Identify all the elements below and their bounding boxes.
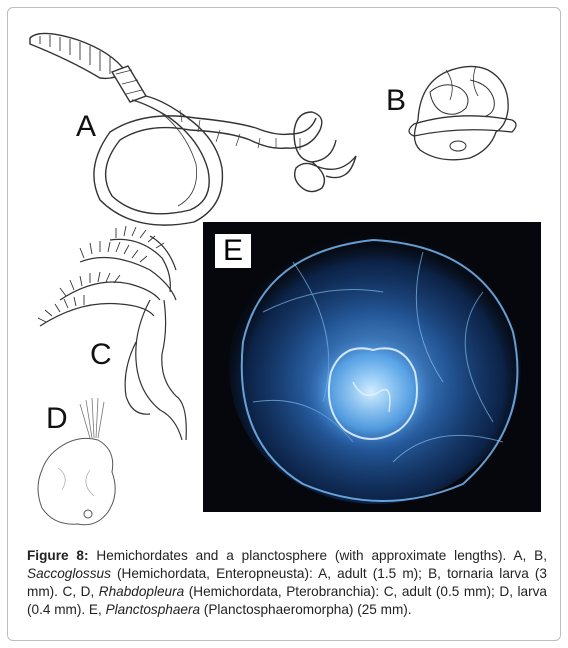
panel-b-tornaria-illustration (409, 66, 516, 160)
caption-genus-rhabdopleura: Rhabdopleura (98, 584, 185, 599)
caption-text-3: (Hemichordata, Pterobranchia): C, adult (0.5 mm); D, larva (0.4 mm). E, (27, 584, 547, 617)
caption-genus-planctosphaera: Planctosphaera (105, 602, 201, 617)
caption-text-2: (Hemichordata, Enteropneusta): A, adult (1.5 m); B, tornaria larva (3 mm). C, D, (27, 566, 547, 599)
caption-text-1: Hemichordates and a planctosphere (with approximate lengths). A, B, (88, 548, 547, 563)
panel-label-c: C (90, 338, 112, 371)
panel-label-b: B (386, 84, 407, 117)
panel-label-a: A (76, 110, 97, 143)
panel-label-d: D (46, 402, 68, 435)
caption-label: Figure 8: (27, 548, 89, 563)
caption-genus-saccoglossus: Saccoglossus (27, 566, 111, 581)
figure-caption (27, 547, 547, 619)
planctosphaera-image (203, 222, 541, 512)
caption-text-4: (Planctosphaeromorpha) (25 mm). (200, 602, 412, 617)
panel-label-e: E (215, 234, 251, 268)
panel-e-planctosphaera-photo (203, 222, 541, 512)
